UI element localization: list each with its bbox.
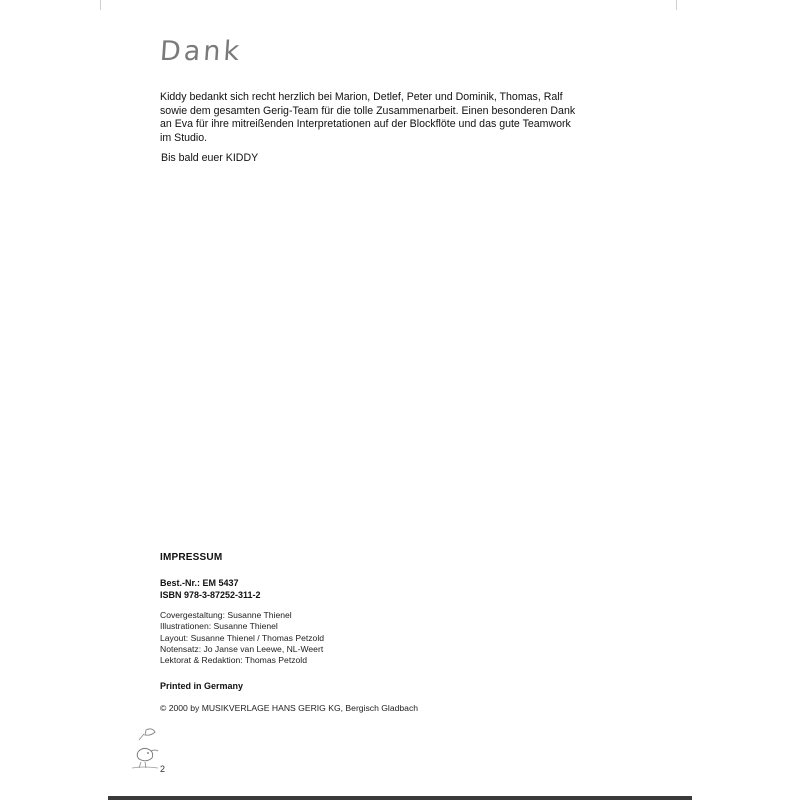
acknowledgement-line: Kiddy bedankt sich recht herzlich bei Marion, Detlef, Peter und Dominik, Thomas, Ralf bbox=[160, 91, 563, 103]
impressum-section bbox=[160, 552, 480, 563]
credit-line: Notensatz: Jo Janse van Leewe, NL-Weert bbox=[160, 643, 324, 654]
credit-line: Lektorat & Redaktion: Thomas Petzold bbox=[160, 655, 307, 666]
acknowledgement-line: sowie dem gesamten Gerig-Team für die tolle Zusammenarbeit. Einen besonderen Dank bbox=[160, 104, 576, 117]
credit-line: Illustrationen: Susanne Thienel bbox=[160, 621, 278, 632]
page-title: Dank bbox=[158, 36, 244, 67]
copyright-notice: © 2000 by MUSIKVERLAGE HANS GERIG KG, Bergisch Gladbach bbox=[160, 703, 419, 713]
edge-mark-right bbox=[676, 0, 677, 10]
acknowledgement-line: im Studio. bbox=[160, 131, 208, 144]
printed-in: Printed in Germany bbox=[160, 681, 244, 691]
impressum-credits bbox=[160, 610, 324, 666]
credit-line: Layout: Susanne Thienel / Thomas Petzold bbox=[160, 632, 325, 643]
impressum-identifiers bbox=[160, 577, 261, 601]
credit-line: Covergestaltung: Susanne Thienel bbox=[160, 610, 292, 620]
edge-mark-left bbox=[100, 0, 101, 10]
signoff: Bis bald euer KIDDY bbox=[161, 152, 259, 164]
order-number: Best.-Nr.: EM 5437 bbox=[160, 578, 239, 588]
impressum-heading: IMPRESSUM bbox=[160, 552, 223, 563]
acknowledgement-line: an Eva für ihre mitreißenden Interpretationen auf der Blockflöte und das gute Teamwork bbox=[160, 118, 571, 131]
page-number: 2 bbox=[160, 764, 166, 774]
bottom-page-edge bbox=[108, 796, 692, 800]
acknowledgement-paragraph bbox=[160, 91, 657, 145]
isbn: ISBN 978-3-87252-311-2 bbox=[160, 590, 261, 600]
bird-doodle-icon bbox=[124, 724, 164, 774]
